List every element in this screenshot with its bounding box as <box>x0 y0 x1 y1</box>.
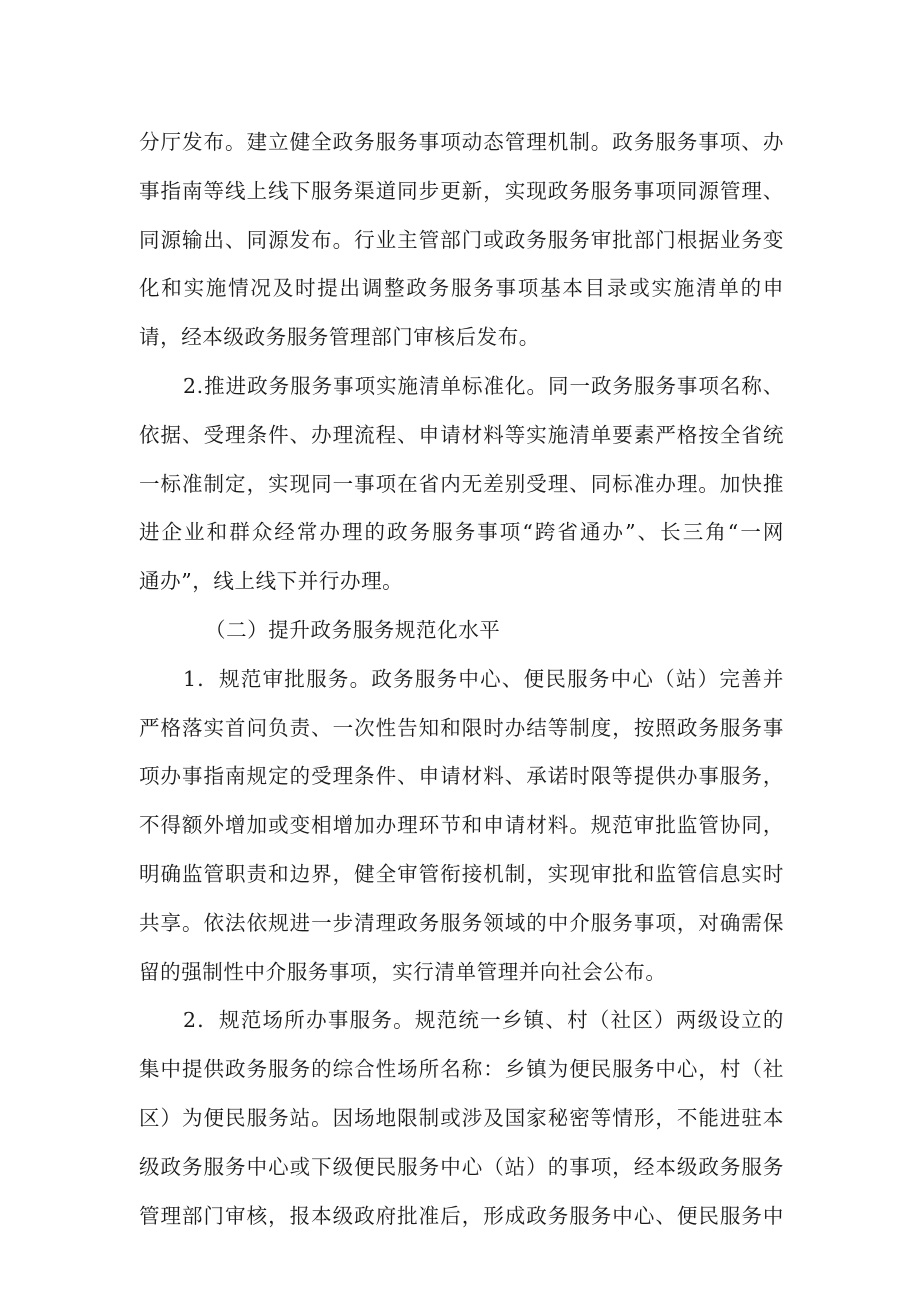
text-line: 进企业和群众经常办理的政务服务事项“跨省通办”、长三角“一网 <box>139 520 784 545</box>
text-line: 2.推进政务服务事项实施清单标准化。同一政务服务事项名称、 <box>183 373 784 398</box>
text-line: 级政务服务中心或下级便民服务中心（站）的事项，经本级政务服务 <box>139 1154 784 1179</box>
text-line: 依据、受理条件、办理流程、申请材料等实施清单要素严格按全省统 <box>139 422 784 447</box>
text-line: 请，经本级政务服务管理部门审核后发布。 <box>139 325 540 350</box>
text-line: 一标准制定，实现同一事项在省内无差别受理、同标准办理。加快推 <box>139 471 784 496</box>
text-line: 分厅发布。建立健全政务服务事项动态管理机制。政务服务事项、办 <box>139 130 784 154</box>
paragraph-standardization <box>139 362 784 606</box>
paragraph-approval-service <box>139 655 784 997</box>
text-line: 不得额外增加或变相增加办理环节和申请材料。规范审批监管协同， <box>139 813 784 838</box>
text-line: 1．规范审批服务。政务服务中心、便民服务中心（站）完善并 <box>183 666 784 691</box>
text-line: 事指南等线上线下服务渠道同步更新，实现政务服务事项同源管理、 <box>139 178 784 203</box>
paragraph-venue-service <box>139 996 784 1240</box>
text-line: 2．规范场所办事服务。规范统一乡镇、村（社区）两级设立的 <box>183 1008 784 1033</box>
text-line: 项办事指南规定的受理条件、申请材料、承诺时限等提供办事服务， <box>139 764 784 789</box>
text-line: 区）为便民服务站。因场地限制或涉及国家秘密等情形，不能进驻本 <box>139 1105 784 1130</box>
text-line: 集中提供政务服务的综合性场所名称：乡镇为便民服务中心，村（社 <box>139 1057 784 1082</box>
heading-text: （二）提升政务服务规范化水平 <box>205 617 501 642</box>
text-line: 严格落实首问负责、一次性告知和限时办结等制度，按照政务服务事 <box>139 715 784 740</box>
text-line: 明确监管职责和边界，健全审管衔接机制，实现审批和监管信息实时 <box>139 861 784 886</box>
text-line: 留的强制性中介服务事项，实行清单管理并向社会公布。 <box>139 959 667 984</box>
text-line: 同源输出、同源发布。行业主管部门或政务服务审批部门根据业务变 <box>139 227 784 252</box>
text-line: 共享。依法依规进一步清理政务服务领域的中介服务事项，对确需保 <box>139 910 784 935</box>
text-line: 化和实施情况及时提出调整政务服务事项基本目录或实施清单的申 <box>139 276 784 301</box>
text-line: 管理部门审核，报本级政府批准后，形成政务服务中心、便民服务中 <box>139 1203 784 1228</box>
document-body <box>139 118 784 1240</box>
text-line: 通办”，线上线下并行办理。 <box>139 569 404 594</box>
paragraph-dynamic-management <box>139 118 784 362</box>
section-heading <box>139 606 784 655</box>
